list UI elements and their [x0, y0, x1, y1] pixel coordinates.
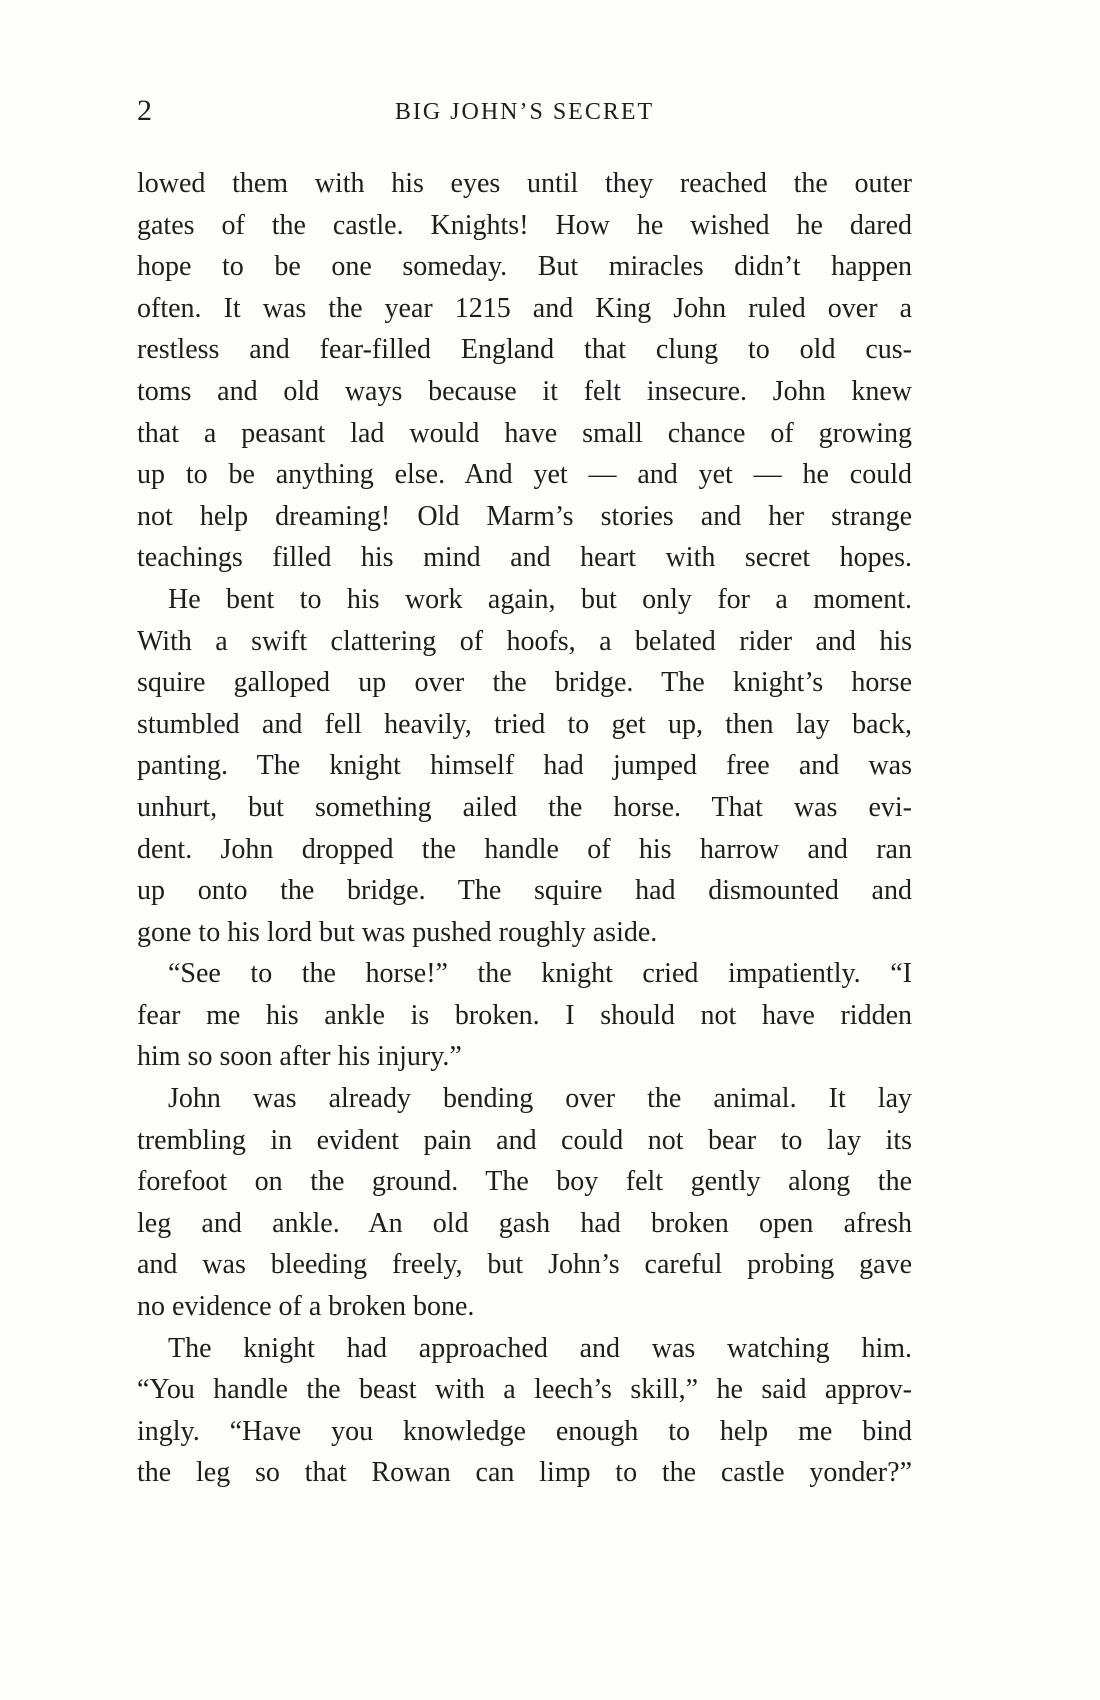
- text-line: leg and ankle. An old gash had broken open afresh: [137, 1207, 912, 1239]
- text-line: unhurt, but something ailed the horse. That was evi-: [137, 791, 912, 823]
- paragraph: [137, 953, 912, 1078]
- text-line: up onto the bridge. The squire had dismounted and: [137, 875, 912, 907]
- text-line: that a peasant lad would have small chance of growing: [137, 417, 912, 449]
- text-line: toms and old ways because it felt insecure. John knew: [137, 375, 912, 407]
- paragraph: [137, 579, 912, 953]
- text-line: hope to be one someday. But miracles didn’t happen: [137, 251, 912, 283]
- running-head: BIG JOHN’S SECRET: [394, 99, 655, 125]
- text-line: not help dreaming! Old Marm’s stories and her strange: [137, 500, 912, 532]
- text-line: gates of the castle. Knights! How he wished he dared: [137, 209, 912, 241]
- text-line: panting. The knight himself had jumped free and was: [137, 750, 912, 782]
- text-line: The knight had approached and was watching him.: [168, 1332, 912, 1364]
- text-line: With a swift clattering of hoofs, a belated rider and his: [137, 625, 912, 657]
- text-line: up to be anything else. And yet — and yet — he could: [137, 459, 912, 491]
- text-line: trembling in evident pain and could not bear to lay its: [137, 1124, 912, 1156]
- text-line: dent. John dropped the handle of his harrow and ran: [137, 833, 912, 865]
- text-line: He bent to his work again, but only for a moment.: [168, 583, 912, 615]
- paragraph: [137, 163, 912, 579]
- paragraph: [137, 1328, 912, 1494]
- text-line: lowed them with his eyes until they reached the outer: [137, 168, 912, 199]
- text-line: ingly. “Have you knowledge enough to help me bind: [137, 1415, 912, 1447]
- text-line: the leg so that Rowan can limp to the castle yonder?”: [137, 1457, 912, 1489]
- text-line: gone to his lord but was pushed roughly aside.: [137, 916, 658, 948]
- text-line: John was already bending over the animal. It lay: [168, 1083, 912, 1115]
- paragraph: [137, 1078, 912, 1328]
- text-line: him so soon after his injury.”: [137, 1041, 462, 1073]
- text-line: restless and fear-filled England that clung to old cus-: [137, 334, 912, 366]
- text-line: stumbled and fell heavily, tried to get up, then lay back,: [137, 708, 912, 740]
- text-line: forefoot on the ground. The boy felt gently along the: [137, 1166, 912, 1198]
- text-block: [137, 96, 912, 1494]
- text-line: no evidence of a broken bone.: [137, 1291, 475, 1323]
- page-header: [137, 96, 912, 163]
- text-line: teachings filled his mind and heart with secret hopes.: [137, 542, 912, 574]
- page-body: [137, 163, 912, 1494]
- text-line: squire galloped up over the bridge. The knight’s horse: [137, 667, 912, 699]
- text-line: “See to the horse!” the knight cried impatiently. “I: [168, 958, 912, 990]
- page-number: 2: [137, 94, 152, 127]
- text-line: fear me his ankle is broken. I should not have ridden: [137, 999, 912, 1031]
- text-line: “You handle the beast with a leech’s skill,” he said approv-: [137, 1374, 912, 1406]
- text-line: and was bleeding freely, but John’s careful probing gave: [137, 1249, 912, 1281]
- text-line: often. It was the year 1215 and King John ruled over a: [137, 292, 912, 324]
